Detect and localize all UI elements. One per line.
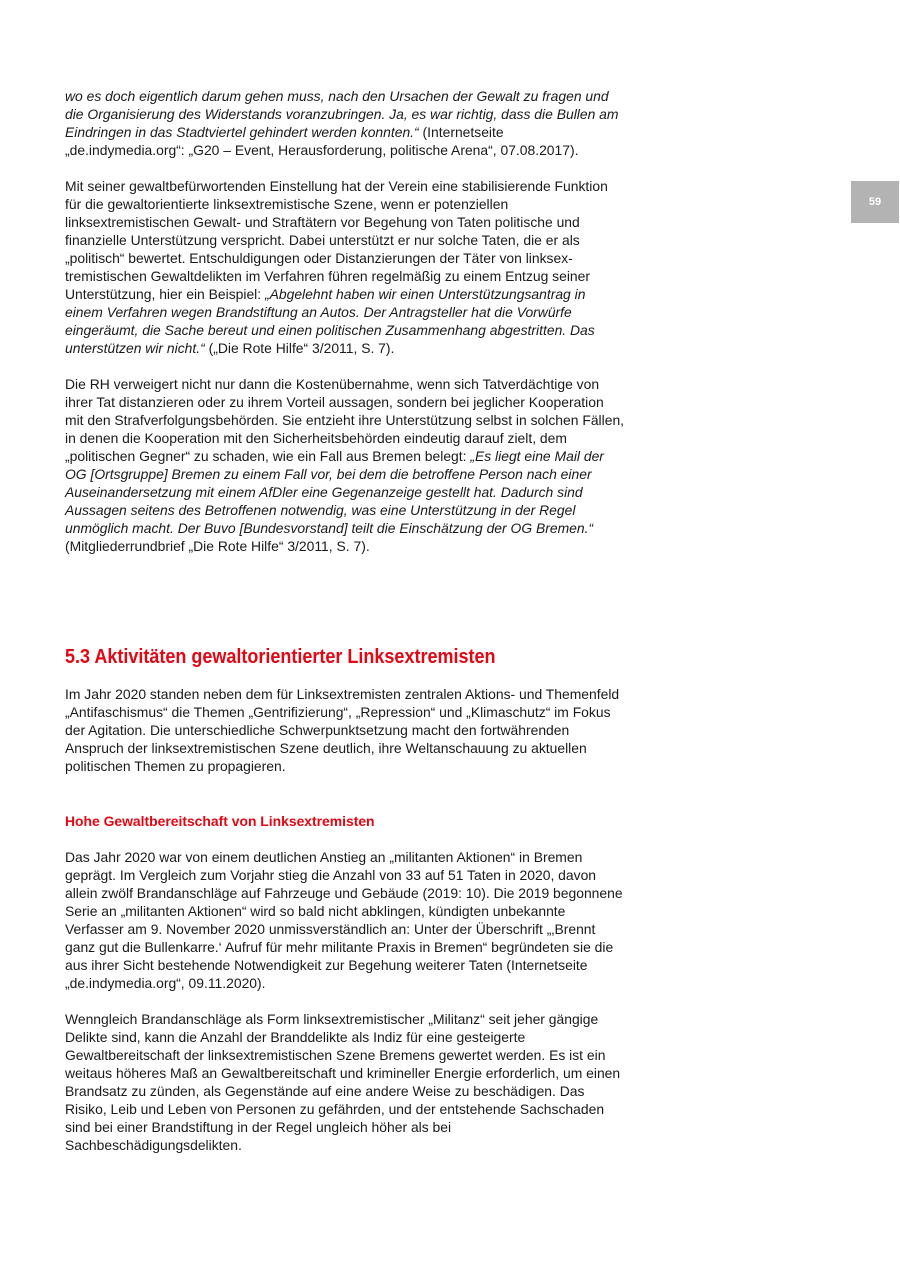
quote-source: („Die Rote Hilfe“ 3/2011, S. 7).	[204, 340, 395, 356]
page-number-badge	[851, 181, 899, 223]
paragraph-indymedia-quote	[65, 87, 625, 159]
paragraph-verein-funktion	[65, 177, 625, 357]
paragraph-brandanschlaege: Wenngleich Brandanschläge als Form linksextremistischer „Militanz“ seit jeher gängige Delikte sind, kann die Anzahl der Branddelikte als Indiz für eine gesteigerte Gewaltbereitschaft der linksextremistischen Szene Bremens gewertet werden. Es ist ein weitaus höheres Maß an Gewaltbereitschaft und krimineller Energie erforderlich, um einen Brandsatz zu zünden, als Gegenstände auf eine andere Weise zu beschädigen. Das Risiko, Leib und Leben von Personen zu gefährden, und der entstehende Sachschaden sind bei einer Brandstiftung in der Regel ungleich höher als bei Sachbeschädigungsdelikten.	[65, 1011, 621, 1153]
quote-source: (Internetseite „de.indymedia.org“: „G20 – Event, Herausforderung, politische Arena“, 07.08.2017).	[65, 124, 579, 158]
paragraph-rh-kostenuebernahme	[65, 375, 625, 555]
quote-text: „Abgelehnt haben wir einen Unterstützungsantrag in einem Verfahren wegen Brandstiftung an Autos. Der Antragsteller hat die Vorwürfe eingeräumt, die Sache bereut und einen politischen Zusammenhang abgestritten. Das unterstützen wir nicht.“	[65, 286, 595, 356]
section-spacer	[65, 555, 625, 645]
body-text: Mit seiner gewaltbefürwortenden Einstellung hat der Verein eine stabilisierende Funktion für die gewaltorientierte linksextremistische Szene, wenn er potenziellen linksextremistischen Gewalt- und Straftätern vor Begehung von Taten politische und finanzielle Unterstützung verspricht. Dabei unterstützt er nur solche Taten, die er als „politisch“ bewertet. Entschuldigungen oder Distanzierungen der Täter von linksextremistischen Gewaltdelikten im Verfahren führen regelmäßig zu einem Entzug seiner Unterstützung, hier ein Beispiel:	[65, 178, 608, 302]
paragraph-themenfelder: Im Jahr 2020 standen neben dem für Linksextremisten zentralen Aktions- und Themenfeld „Antifaschismus“ die Themen „Gentrifizierung“, „Repression“ und „Klimaschutz“ im Fokus der Agitation. Die unterschiedliche Schwerpunktsetzung macht den fortwährenden Anspruch der linksextremistischen Szene deutlich, ihre Weltanschauung zu aktuellen politischen Themen zu propagieren.	[65, 686, 620, 774]
section-heading: 5.3 Aktivitäten gewaltorientierter Linksextremisten	[65, 646, 496, 668]
page-content	[65, 87, 625, 1154]
subsection-spacer	[65, 775, 625, 812]
quote-text: wo es doch eigentlich darum gehen muss, nach den Ursachen der Gewalt zu fragen und die Organisierung des Widerstands voranzubringen. Ja, es war richtig, dass die Bullen am Eindringen in das Stadtviertel gehindert werden konnten.“	[65, 88, 619, 140]
page-number: 59	[868, 196, 882, 208]
body-text: Die RH verweigert nicht nur dann die Kostenübernahme, wenn sich Tatverdächtige von ihrer Tat distanzieren oder zu ihrem Vorteil aussagen, sondern bei jeglicher Kooperation mit den Strafverfolgungsbehörden. Sie entzieht ihre Unterstützung selbst in solchen Fällen, in denen die Kooperation mit den Sicherheitsbehörden eindeutig darauf zielt, dem „politischen Gegner“ zu schaden, wie ein Fall aus Bremen belegt:	[65, 376, 625, 464]
quote-source: (Mitgliederrundbrief „Die Rote Hilfe“ 3/2011, S. 7).	[65, 538, 370, 554]
paragraph-militante-aktionen: Das Jahr 2020 war von einem deutlichen Anstieg an „militanten Aktionen“ in Bremen geprägt. Im Vergleich zum Vorjahr stieg die Anzahl von 33 auf 51 Taten in 2020, davon allein zwölf Brandanschläge auf Fahrzeuge und Gebäude (2019: 10). Die 2019 begonnene Serie an „militanten Aktionen“ wird so bald nicht abklingen, kündigten unbekannte Verfasser am 9. November 2020 unmissverständlich an: Unter der Überschrift „‚Brennt ganz gut die Bullenkarre.‘ Aufruf für mehr militante Praxis in Bremen“ begründeten sie die aus ihrer Sicht bestehende Notwendigkeit zur Begehung weiterer Taten (Internetseite „de.indymedia.org“, 09.11.2020).	[65, 849, 623, 991]
subsection-heading: Hohe Gewaltbereitschaft von Linksextremisten	[65, 813, 375, 829]
quote-text: „Es liegt eine Mail der OG [Ortsgruppe] Bremen zu einem Fall vor, bei dem die betroffene Person nach einer Auseinandersetzung mit einem AfDler eine Gegenanzeige gestellt hat. Dadurch sind Aussagen seitens des Betroffenen notwendig, was eine Unterstützung in der Regel unmöglich macht. Der Buvo [Bundesvorstand] teilt die Einschätzung der OG Bremen.“	[65, 448, 604, 536]
